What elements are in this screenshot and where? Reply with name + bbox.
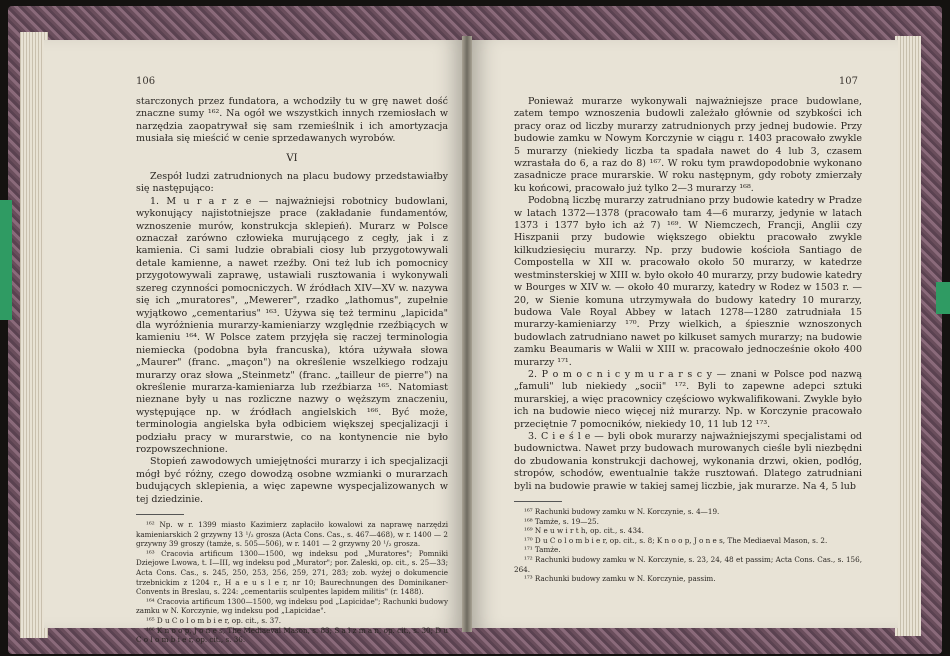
- green-marker-left: [0, 200, 12, 320]
- footnote: ¹⁶⁴ Cracovia artificum 1300—1500, wg indeksu pod „Lapicidae"; Rachunki budowy zamku w N. Korczynie, wg indeksu pod „Lapicidae".: [136, 596, 448, 616]
- footnote: ¹⁶² Np. w r. 1399 miasto Kazimierz zapłaciło kowalowi za naprawę narzędzi kamieniarskich 2 grzywny 13 ¹/₂ grosza (Acta Cons. Cas., s. 467—468), w r. 1400 — 2 grzywny 39 groszy (tamże, s. 505—506), w r. 1401 — 2 grzywny 20 ¹/₂ grosza.: [136, 520, 448, 549]
- page-edges-right: [895, 36, 921, 636]
- paragraph: 1. M u r a r z e — najważniejsi robotnicy budowlani, wykonujący najistotniejsze prace (zakładanie fundamentów, wznoszenie murów, konstrukcja sklepień). Murarz w Polsce oznaczał zarówno człowieka murującego z cegły, jak i z kamienia. Ci sami ludzie obrabiali ciosy lub przygotowywali detale kamienne, a nawet rzeźby. Oni też lub ich pomocnicy przygotowywali zaprawę, ustawiali rusztowania i wykonywali szereg czynności pomocniczych. W źródłach XIV—XV w. nazywa się ich „muratores", „Mewerer", rzadko „lathomus", zupełnie wyjątkowo „cementarius" ¹⁶³. Używa się też terminu „lapicida" dla wyróżnienia murarzy-kamieniarzy względnie rzeźbiących w kamieniu ¹⁶⁴. W Polsce zatem przyjęła się raczej terminologia niemiecka (podobna była francuska), która używała słowa „Maurer" (franc. „maçon") na określenie wszelkiego rodzaju murarzy oraz słowa „Steinmetz" (franc. „tailleur de pierre") na określenie murarza-kamieniarza lub rzeźbiarza ¹⁶⁵. Natomiast nieznane były u nas rozliczne nazwy o węższym znaczeniu, występujące np. w źródłach angielskich ¹⁶⁶. Być może, terminologia angielska była odbiciem większej specjalizacji i podziału pracy w murarstwie, co na kontynencie nie było rozpowszechnione.: [136, 195, 448, 455]
- book-gutter: [462, 36, 472, 632]
- paragraph: Stopień zawodowych umiejętności murarzy i ich specjalizacji mógł być różny, czego dowodzą osobne wzmianki o murarzach budujących sklepienia, a więc zapewne wyspecjalizowanych w tej dziedzinie.: [136, 456, 448, 505]
- green-marker-right: [936, 282, 950, 314]
- paragraph: starczonych przez fundatora, a wchodziły tu w grę nawet dość znaczne sumy ¹⁶². Na ogół we wszystkich innych rzemiosłach w narzędzia zaopatrywał się sam rzemieślnik i ich amortyzacja musiała się mieścić w cenie sprzedawanych wyrobów.: [136, 96, 448, 145]
- footnote-divider: [136, 514, 184, 515]
- footnote: ¹⁷¹ Tamże.: [524, 545, 561, 555]
- footnotes: [514, 507, 862, 584]
- footnote: ¹⁶⁸ Tamże, s. 19—25.: [524, 516, 599, 526]
- footnote: ¹⁶⁷ Rachunki budowy zamku w N. Korczynie, s. 4—19.: [524, 507, 720, 516]
- paragraph: 3. C i e ś l e — byli obok murarzy najważniejszymi specjalistami od budownictwa. Nawet przy budowach murowanych cieśle byli niezbędni do zbudowania konstrukcji dachowej, wykonania drzwi, okien, podłóg, stropów, schodów, ewentualnie także rusztowań. Dlatego zatrudniani byli na budowie prawie w takiej samej liczbie, jak murarze. Na 4, 5 lub: [514, 430, 862, 492]
- right-page: [472, 40, 898, 628]
- footnote: ¹⁷⁰ D u C o l o m b i e r, op. cit., s. 8; K n o o p, J o n e s, The Mediaeval Mason, s. 2.: [524, 535, 828, 545]
- page-number: 106: [136, 76, 156, 87]
- footnote: ¹⁶⁵ D u C o l o m b i e r, op. cit., s. 37.: [146, 615, 282, 625]
- footnote: ¹⁶³ Cracovia artificum 1300—1500, wg indeksu pod „Muratores"; Pomniki Dziejowe Lwowa, t. I—III, wg indeksu pod „Murator"; por. Zaleski, op. cit., s. 25—33; Acta Cons. Cas., s. 245, 250, 253, 256, 259, 271, 283; zob. wyżej o dokumencie trzebnickim z 1204 r., H a e u s l e r, nr 10; Baurechnungen des Dominikaner-Convents in Breslau, s. 224: „cementariis sculpentes lapidem militis" (r. 1488).: [136, 548, 448, 597]
- paragraph: Zespół ludzi zatrudnionych na placu budowy przedstawiałby się następująco:: [136, 171, 448, 195]
- footnote: ¹⁶⁶ K n o o p, J o n e s, The Mediaeval Mason, s. 83; S a l z m a n, op. cit., s. 30; D u C o l o m b i e r, op. cit., s. 36.: [136, 625, 448, 645]
- paragraph: 2. P o m o c n i c y m u r a r s c y — znani w Polsce pod nazwą „famuli" lub niekiedy „socii" ¹⁷². Byli to zapewne adepci sztuki murarskiej, a więc pracownicy częściowo wykwalifikowani. Zwykle było ich na budowie nieco więcej niż murarzy. Np. w Korczynie pracowało przeciętnie 7 pomocników, niekiedy 10, 11 lub 12 ¹⁷³.: [514, 368, 862, 430]
- page-number: 107: [838, 76, 858, 87]
- left-page-text: [136, 96, 448, 645]
- footnotes: [136, 520, 448, 645]
- footnote-divider: [514, 501, 562, 502]
- footnote: ¹⁶⁹ N e u w i r t h, op. cit., s. 434.: [524, 526, 644, 536]
- paragraph: Podobną liczbę murarzy zatrudniano przy budowie katedry w Pradze w latach 1372—1378 (pracowało tam 4—6 murarzy, jedynie w latach 1373 i 1377 było ich aż 7) ¹⁶⁹. W Niemczech, Francji, Anglii czy Hiszpanii przy budowie większego obiektu pracowało zwykle kilkudziesięciu murarzy. Np. przy budowie kościoła Santiago de Compostella w XII w. pracowało około 50 murarzy, w katedrze westminsterskiej w XIII w. było około 40 murarzy, przy budowie katedry w Bourges w XIV w. — około 40 murarzy, katedry w Rodez w 1503 r. — 20, w Sienie komuna utrzymywała do budowy katedry 10 murarzy, budowa Vale Royal Abbey w latach 1278—1280 zatrudniała 15 murarzy-kamieniarzy ¹⁷⁰. Przy wielkich, a śpiesznie wznoszonych budowlach zatrudniano nawet po kilkuset samych murarzy; na budowie zamku Beaumaris w Walii w XIII w. pracowało jednocześnie około 400 murarzy ¹⁷¹.: [514, 195, 862, 368]
- right-page-text: [514, 96, 862, 584]
- footnote: ¹⁷³ Rachunki budowy zamku w N. Korczynie, passim.: [524, 574, 716, 584]
- paragraph: Ponieważ murarze wykonywali najważniejsze prace budowlane, zatem tempo wznoszenia budowli zależało głównie od szybkości ich pracy oraz od liczby murarzy zatrudnionych przy jednej budowie. Przy budowie zamku w Nowym Korczynie w ciągu r. 1403 pracowało zwykle 5 murarzy (niekiedy liczba ta spadała nawet do 4 lub 3, czasem wzrastała do 6, a raz do 8) ¹⁶⁷. W roku tym prawdopodobnie wykonano zasadnicze prace murarskie. W roku następnym, gdy roboty zmierzały ku końcowi, pracowało już tylko 2—3 murarzy ¹⁶⁸.: [514, 96, 862, 194]
- left-page: [44, 40, 462, 645]
- footnote: ¹⁷² Rachunki budowy zamku w N. Korczynie, s. 23, 24, 48 et passim; Acta Cons. Cas., s. 156, 264.: [514, 554, 862, 574]
- section-heading: VI: [286, 152, 298, 164]
